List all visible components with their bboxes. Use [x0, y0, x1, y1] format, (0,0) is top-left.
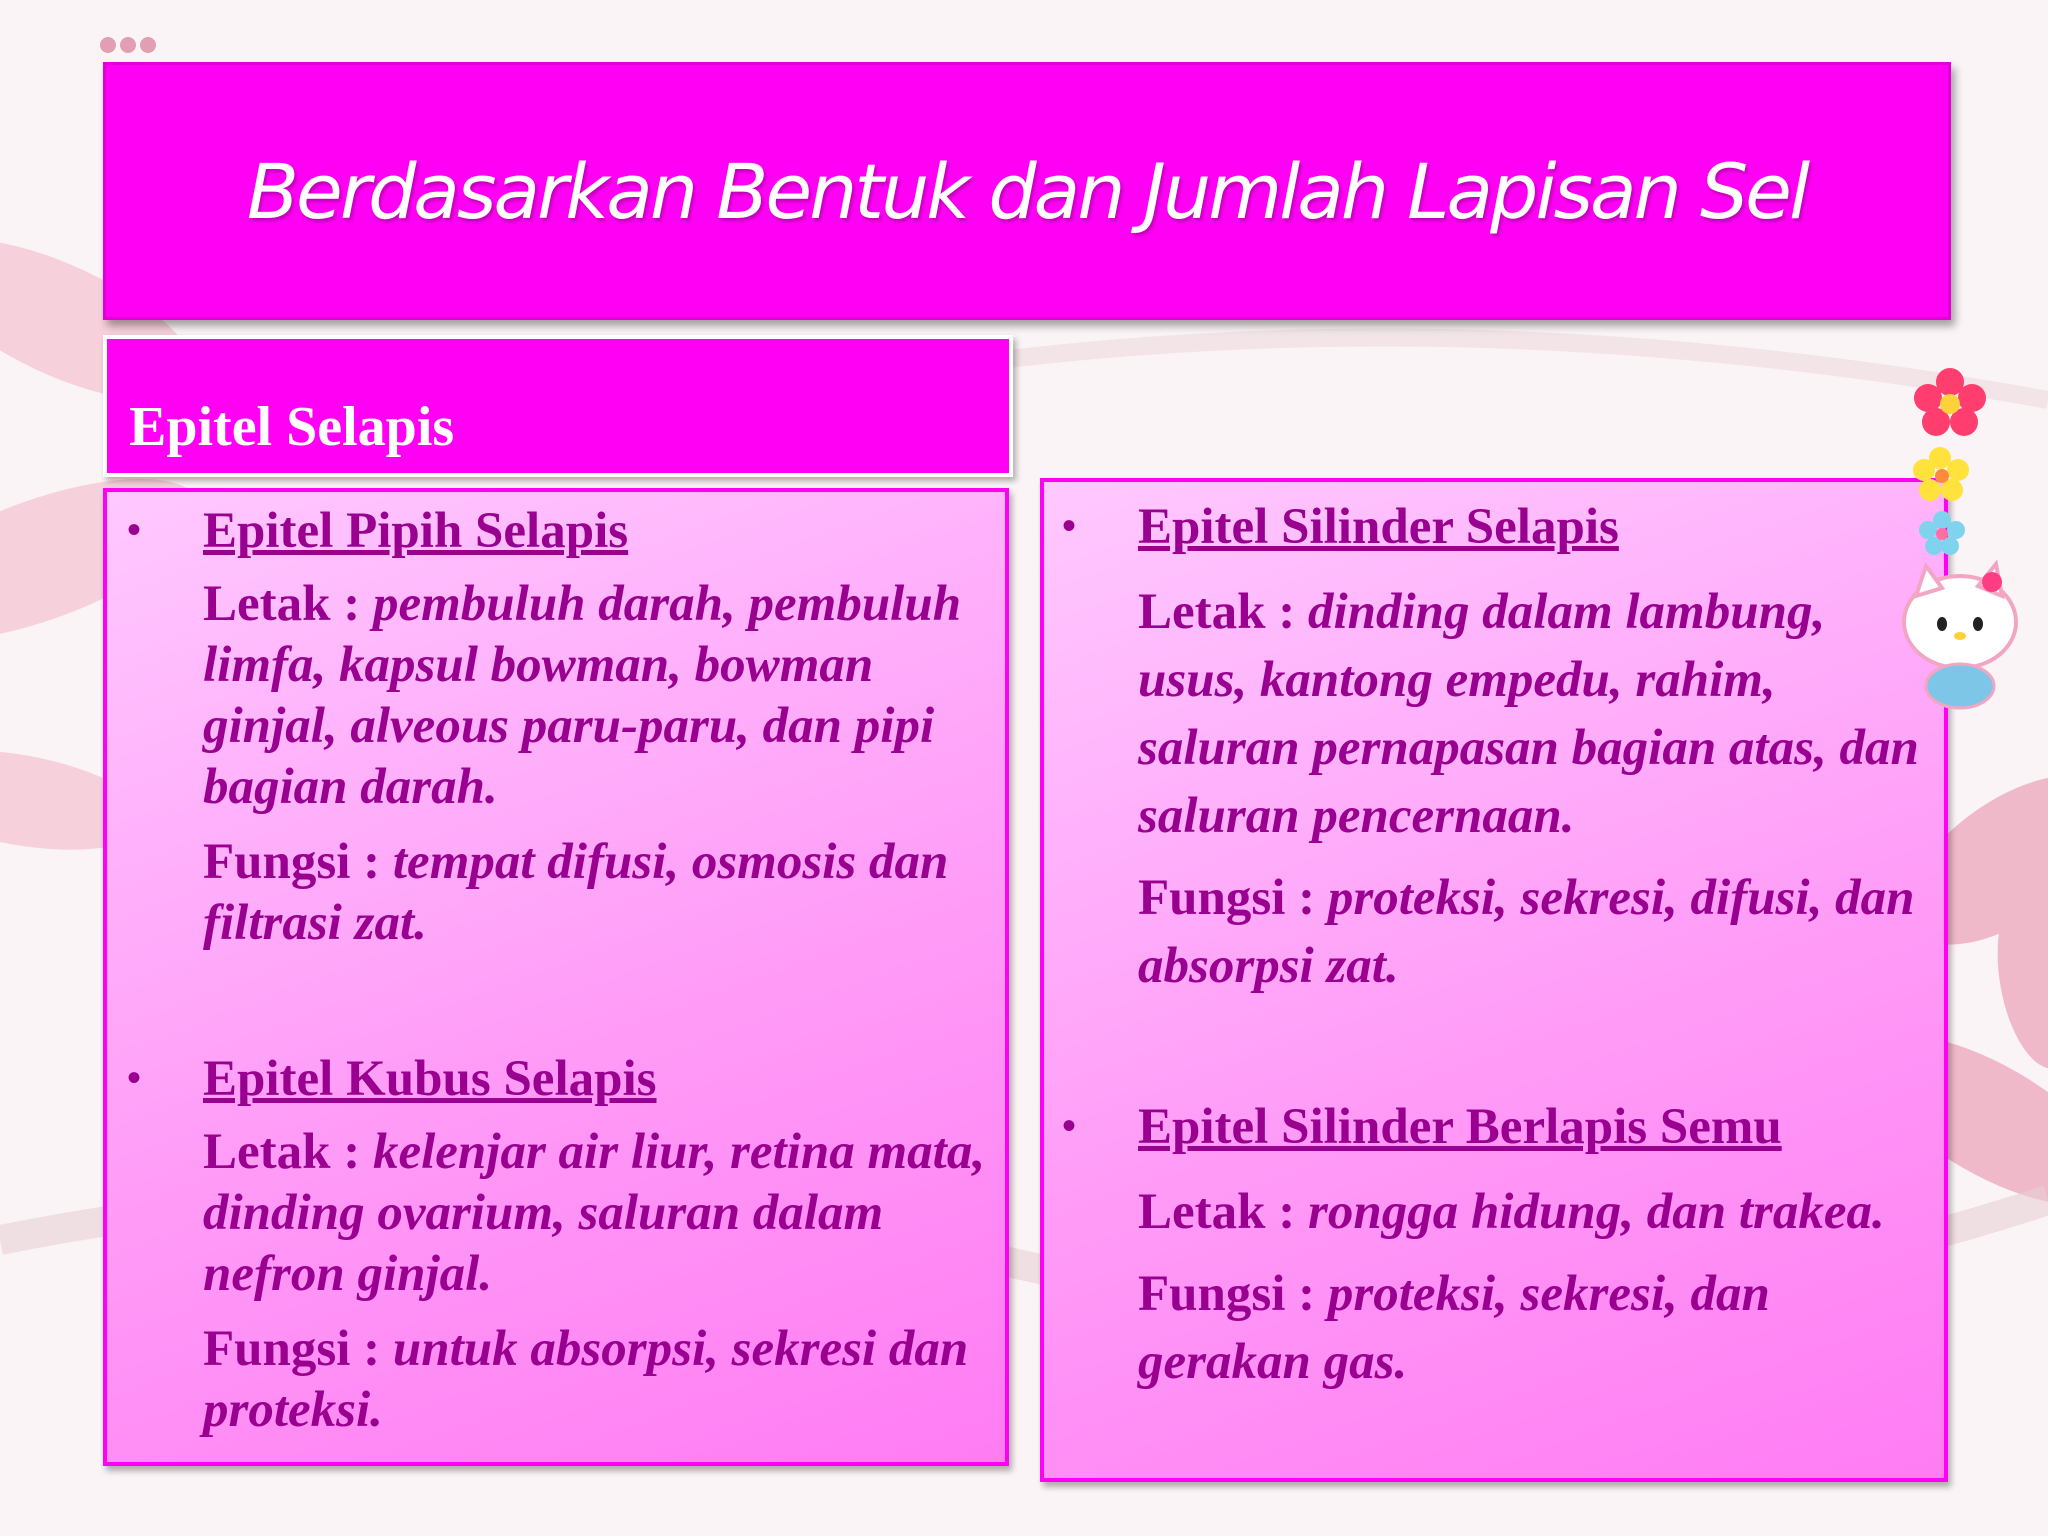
letak-line [203, 1122, 993, 1305]
letak-value: dinding dalam lambung, usus, kantong empedu, rahim, saluran pernapasan bagian atas, dan saluran pencernaan. [1138, 584, 1919, 844]
fungsi-line [203, 832, 993, 954]
fungsi-value: untuk absorpsi, sekresi dan proteksi. [203, 1321, 969, 1438]
flower-decoration-icon [1880, 360, 2048, 720]
letak-label: Letak : [203, 576, 373, 632]
yellow-flower-icon [1913, 447, 1969, 501]
fungsi-line [1138, 1260, 1928, 1396]
letak-line [1138, 578, 1928, 850]
section-header-bar [103, 335, 1013, 477]
bullet-icon: • [127, 1055, 142, 1100]
item-title: Epitel Kubus Selapis [203, 1051, 657, 1107]
item-body [203, 574, 993, 954]
letak-value: kelenjar air liur, retina mata, dinding ovarium, saluran dalam nefron ginjal. [203, 1124, 986, 1302]
fungsi-line [203, 1319, 993, 1441]
letak-value: pembuluh darah, pembuluh limfa, kapsul bowman, bowman ginjal, alveous paru-paru, dan pipi bagian darah. [203, 576, 962, 815]
bullet-icon: • [127, 507, 142, 552]
item-body [1138, 1178, 1928, 1396]
letak-value: rongga hidung, dan trakea. [1307, 1184, 1885, 1240]
fungsi-line [1138, 864, 1928, 1000]
hello-kitty-sticker-icon [1904, 564, 2016, 708]
letak-label: Letak : [1138, 1184, 1308, 1240]
section-title: Epitel Selapis [129, 396, 455, 458]
letak-line [1138, 1178, 1928, 1246]
slide-title-bar [103, 62, 1951, 320]
item-body [203, 1122, 993, 1441]
letak-label: Letak : [1138, 584, 1308, 640]
content-panel-right [1040, 478, 1948, 1482]
letak-line [203, 574, 993, 818]
fungsi-label: Fungsi : [1138, 870, 1328, 926]
item-title: Epitel Pipih Selapis [203, 503, 629, 559]
fungsi-label: Fungsi : [1138, 1266, 1328, 1322]
dots-decoration [100, 37, 156, 53]
item-body [1138, 578, 1928, 1000]
fungsi-value: proteksi, sekresi, dan gerakan gas. [1138, 1266, 1770, 1390]
pink-flower-icon [1914, 368, 1986, 436]
content-panel-left [103, 488, 1009, 1466]
fungsi-value: proteksi, sekresi, difusi, dan absorpsi zat. [1138, 870, 1915, 994]
slide-title: Berdasarkan Bentuk dan Jumlah Lapisan Sel [246, 146, 1808, 236]
fungsi-value: tempat difusi, osmosis dan filtrasi zat. [203, 834, 949, 951]
bullet-icon: • [1062, 1103, 1077, 1148]
fungsi-label: Fungsi : [203, 834, 393, 890]
item-title: Epitel Silinder Selapis [1138, 499, 1619, 555]
blue-flower-icon [1919, 511, 1965, 555]
letak-label: Letak : [203, 1124, 373, 1180]
fungsi-label: Fungsi : [203, 1321, 393, 1377]
bullet-icon: • [1062, 503, 1077, 548]
item-title: Epitel Silinder Berlapis Semu [1138, 1099, 1782, 1155]
